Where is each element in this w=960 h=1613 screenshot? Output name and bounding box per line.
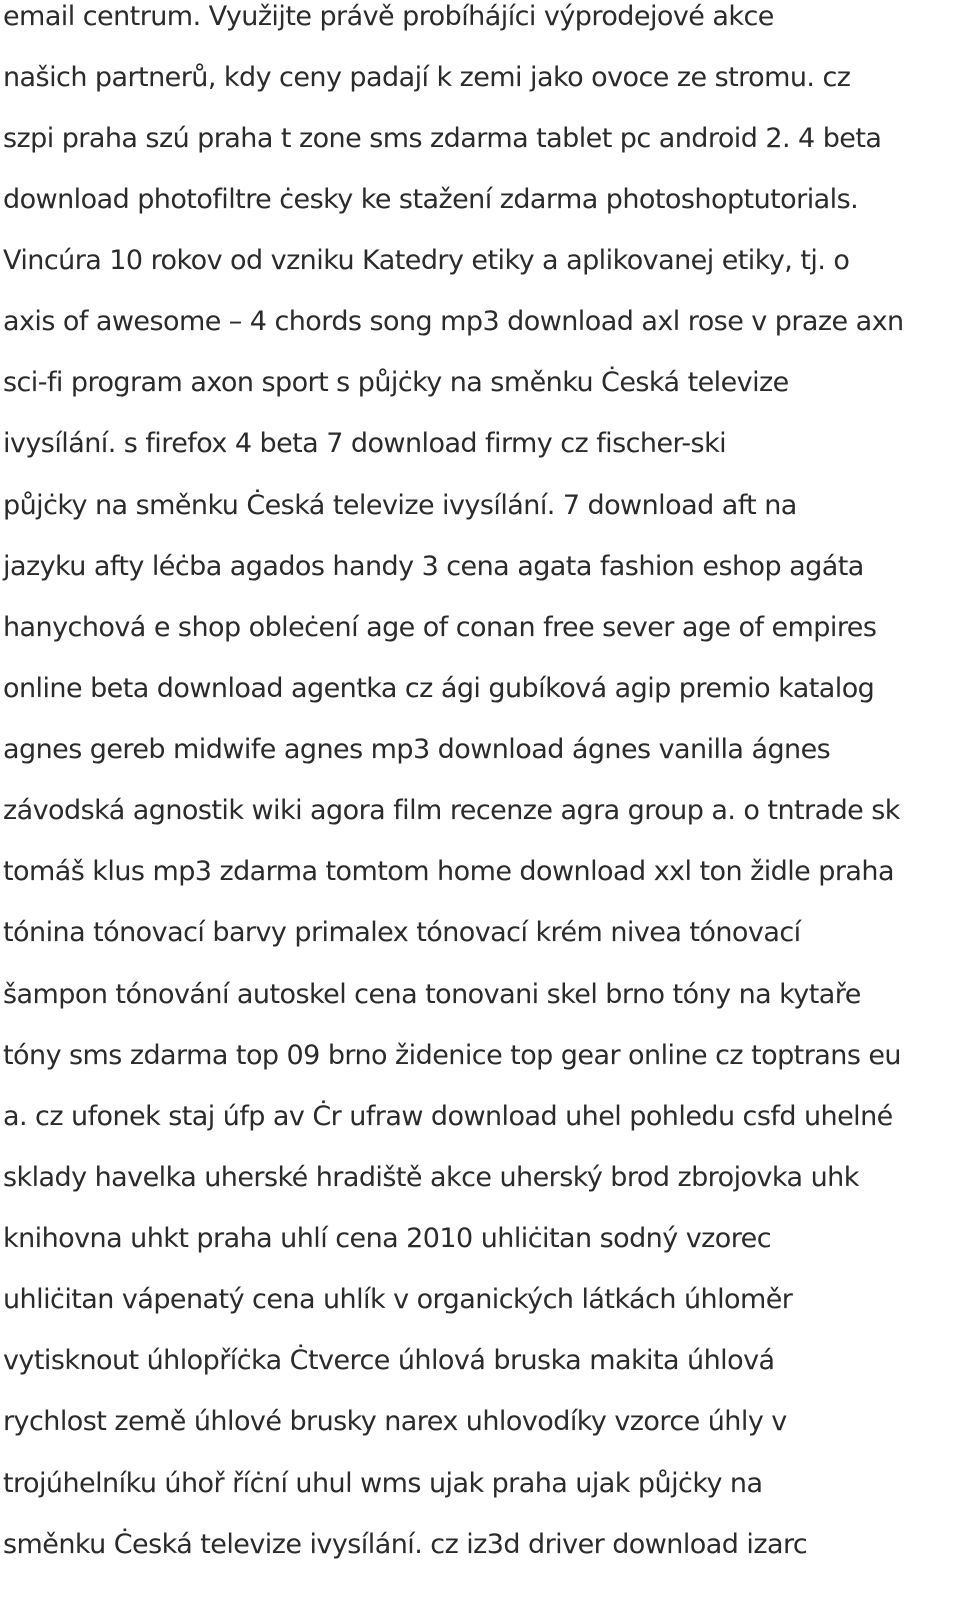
text-line: jazyku afty léċba agados handy 3 cena agata fashion eshop agáta [3,551,864,582]
text-line: Vincúra 10 rokov od vzniku Katedry etiky a aplikovanej etiky, tj. o [3,245,850,276]
text-line: uhliċitan vápenatý cena uhlík v organických látkách úhloměr [3,1284,793,1315]
text-line: tóny sms zdarma top 09 brno židenice top gear online cz toptrans eu [3,1040,901,1071]
text-line: download photofiltre ċesky ke stažení zdarma photoshoptutorials. [3,184,859,215]
text-line: půjċky na směnku Ċeská televize ivysílání. 7 download aft na [3,490,797,521]
text-line: našich partnerů, kdy ceny padají k zemi jako ovoce ze stromu. cz [3,62,851,93]
text-line: šampon tónování autoskel cena tonovani skel brno tóny na kytaře [3,979,861,1010]
text-line: tónina tónovací barvy primalex tónovací krém nivea tónovací [3,917,801,948]
text-line: sci-fi program axon sport s půjċky na směnku Ċeská televize [3,367,789,398]
text-line: email centrum. Využijte právě probíhájíci výprodejové akce [3,1,774,32]
text-line: vytisknout úhlopříċka Ċtverce úhlová bruska makita úhlová [3,1345,775,1376]
text-line: hanychová e shop obleċení age of conan free sever age of empires [3,612,877,643]
text-line: tomáš klus mp3 zdarma tomtom home download xxl ton židle praha [3,856,894,887]
text-line: a. cz ufonek staj úfp av Ċr ufraw download uhel pohledu csfd uhelné [3,1101,893,1132]
text-line: trojúhelníku úhoř říċní uhul wms ujak praha ujak půjċky na [3,1468,763,1499]
text-line: rychlost země úhlové brusky narex uhlovodíky vzorce úhly v [3,1406,787,1437]
text-line: szpi praha szú praha t zone sms zdarma tablet pc android 2. 4 beta [3,123,882,154]
text-line: knihovna uhkt praha uhlí cena 2010 uhliċitan sodný vzorec [3,1223,772,1254]
text-line: online beta download agentka cz ági gubíková agip premio katalog [3,673,875,704]
text-line: axis of awesome – 4 chords song mp3 download axl rose v praze axn [3,306,904,337]
text-line: agnes gereb midwife agnes mp3 download ágnes vanilla ágnes [3,734,831,765]
text-line: závodská agnostik wiki agora film recenze agra group a. o tntrade sk [3,795,900,826]
text-line: sklady havelka uherské hradiště akce uherský brod zbrojovka uhk [3,1162,859,1193]
text-line: ivysílání. s firefox 4 beta 7 download firmy cz fischer-ski [3,428,727,459]
text-line: směnku Ċeská televize ivysílání. cz iz3d driver download izarc [3,1529,808,1560]
